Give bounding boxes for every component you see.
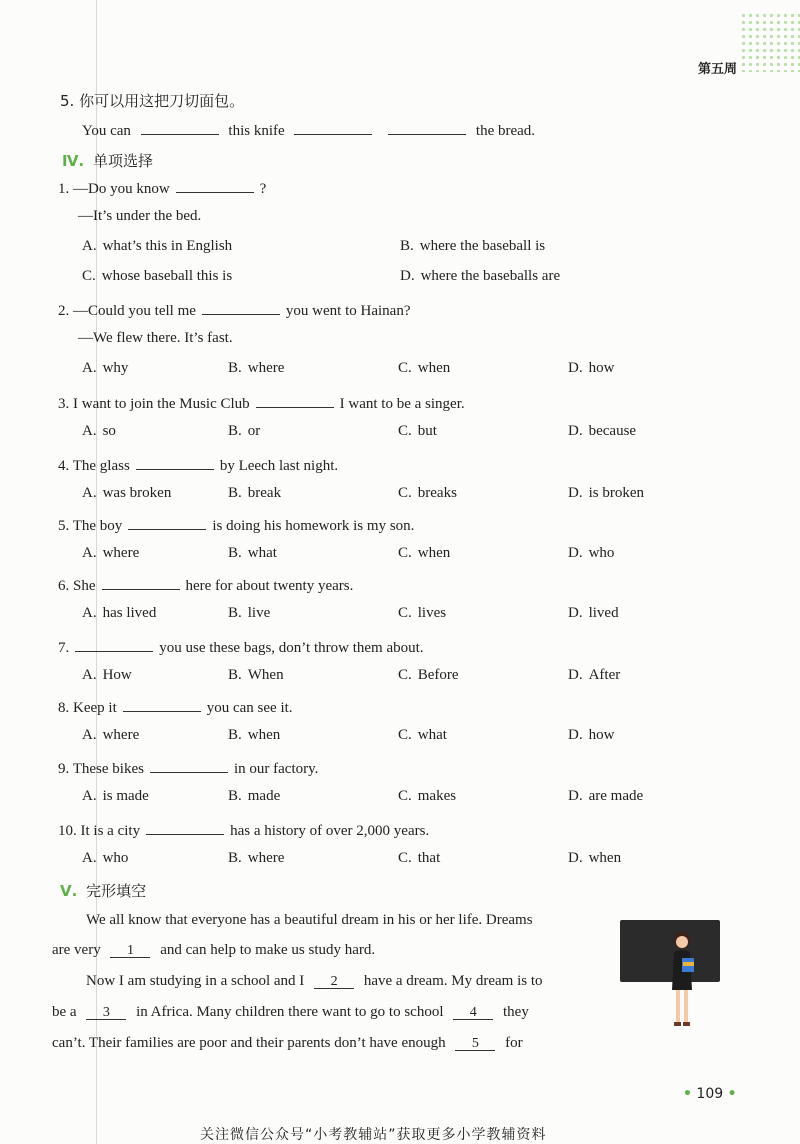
cloze-line: We all know that everyone has a beautiful dream in his or her life. Dreams — [86, 912, 533, 928]
text-segment: in our factory. — [233, 761, 319, 777]
text-segment: Now I am studying in a school and I — [86, 973, 305, 989]
text-segment: by Leech last night. — [219, 458, 339, 474]
text-segment: are very — [52, 942, 101, 958]
option-d[interactable] — [568, 545, 614, 562]
option-c[interactable] — [398, 727, 447, 744]
text-segment: 3. I want to join the Music Club — [58, 396, 250, 412]
option-d[interactable] — [568, 667, 620, 684]
option-letter: C. — [398, 788, 412, 804]
option-letter: B. — [228, 485, 242, 501]
option-d[interactable] — [400, 268, 560, 285]
option-text: what — [417, 727, 447, 743]
option-letter: A. — [82, 605, 97, 621]
option-letter: C. — [398, 360, 412, 376]
option-b[interactable] — [228, 605, 270, 622]
text-segment: for — [505, 1035, 523, 1051]
question-reply: —It’s under the bed. — [78, 208, 202, 224]
option-a[interactable] — [82, 238, 232, 255]
option-text: whose baseball this is — [101, 268, 233, 284]
text-segment: be a — [52, 1004, 77, 1020]
option-letter: C. — [398, 605, 412, 621]
answer-blank — [150, 758, 228, 773]
option-letter: D. — [568, 485, 583, 501]
option-c[interactable] — [398, 788, 456, 805]
text-segment: 6. She — [58, 578, 96, 594]
text-segment: in Africa. Many children there want to go to school — [136, 1004, 444, 1020]
option-text: where — [247, 360, 285, 376]
option-text: why — [102, 360, 129, 376]
cloze-blank: 4 — [453, 1005, 493, 1020]
cloze-blank: 2 — [314, 974, 354, 989]
option-text: lived — [588, 605, 619, 621]
option-letter: B. — [400, 238, 414, 254]
option-c[interactable] — [398, 485, 457, 502]
question-stem — [58, 637, 424, 657]
option-d[interactable] — [568, 360, 614, 377]
option-c[interactable] — [82, 268, 232, 285]
question-stem — [58, 455, 338, 475]
option-letter: B. — [228, 850, 242, 866]
answer-blank — [128, 515, 206, 530]
page-number-block — [683, 1086, 737, 1102]
bullet: • — [683, 1086, 692, 1102]
option-text: when — [417, 545, 451, 561]
section-heading-4 — [62, 150, 153, 171]
option-b[interactable] — [228, 545, 277, 562]
option-b[interactable] — [228, 485, 281, 502]
option-letter: A. — [82, 485, 97, 501]
option-d[interactable] — [568, 485, 644, 502]
option-letter: C. — [398, 545, 412, 561]
option-text: makes — [417, 788, 457, 804]
option-text: breaks — [417, 485, 457, 501]
option-c[interactable] — [398, 360, 450, 377]
option-letter: B. — [228, 545, 242, 561]
option-text: but — [417, 423, 437, 439]
text-segment: they — [503, 1004, 529, 1020]
text-segment: 8. Keep it — [58, 700, 117, 716]
option-letter: C. — [398, 667, 412, 683]
answer-blank — [388, 120, 466, 135]
option-letter: D. — [568, 360, 583, 376]
option-text: break — [247, 485, 282, 501]
section-heading-5 — [60, 880, 146, 901]
text-segment: you use these bags, don’t throw them about. — [159, 640, 424, 656]
answer-blank — [256, 393, 334, 408]
option-text: where — [102, 545, 140, 561]
footer-note: 关注微信公众号“小考教辅站”获取更多小学教辅资料 — [200, 1127, 547, 1143]
option-text: that — [417, 850, 441, 866]
option-b[interactable] — [228, 788, 280, 805]
section-title: 完形填空 — [86, 882, 147, 900]
option-letter: D. — [568, 727, 583, 743]
option-c[interactable] — [398, 545, 450, 562]
answer-blank — [102, 575, 180, 590]
option-letter: A. — [82, 360, 97, 376]
text-segment: is doing his homework is my son. — [212, 518, 415, 534]
option-text: how — [588, 727, 615, 743]
option-text: because — [588, 423, 637, 439]
cloze-blank: 5 — [455, 1036, 495, 1051]
option-letter: A. — [82, 850, 97, 866]
option-text: is made — [102, 788, 149, 804]
option-text: is broken — [588, 485, 645, 501]
option-a[interactable] — [82, 727, 139, 744]
option-letter: B. — [228, 423, 242, 439]
option-text: how — [588, 360, 615, 376]
week-label: 第五周 — [698, 62, 738, 77]
option-letter: B. — [228, 360, 242, 376]
option-letter: D. — [568, 788, 583, 804]
text-segment: you went to Hainan? — [285, 303, 411, 319]
option-text: who — [102, 850, 129, 866]
option-letter: A. — [82, 788, 97, 804]
text-segment: and can help to make us study hard. — [160, 942, 376, 958]
option-text: How — [102, 667, 132, 683]
option-a[interactable] — [82, 788, 149, 805]
option-text: where the baseballs are — [420, 268, 561, 284]
option-text: when — [588, 850, 622, 866]
option-a[interactable] — [82, 423, 116, 440]
translation-sentence — [82, 120, 535, 140]
option-c[interactable] — [398, 605, 446, 622]
option-b[interactable] — [228, 850, 284, 867]
option-letter: D. — [400, 268, 415, 284]
option-b[interactable] — [228, 727, 280, 744]
answer-blank — [141, 120, 219, 135]
question-stem — [58, 575, 353, 595]
cloze-blank: 3 — [86, 1005, 126, 1020]
option-letter: A. — [82, 238, 97, 254]
option-letter: C. — [82, 268, 96, 284]
section-number: Ⅴ. — [60, 882, 78, 900]
option-c[interactable] — [398, 850, 440, 867]
answer-blank — [146, 820, 224, 835]
question-stem — [58, 300, 410, 320]
option-letter: B. — [228, 605, 242, 621]
option-d[interactable] — [568, 605, 619, 622]
text-segment: 4. The glass — [58, 458, 130, 474]
text-segment: 10. It is a city — [58, 823, 141, 839]
option-d[interactable] — [568, 788, 643, 805]
option-b[interactable] — [228, 423, 260, 440]
option-letter: B. — [228, 667, 242, 683]
text-segment: 2. —Could you tell me — [58, 303, 196, 319]
option-text: lives — [417, 605, 447, 621]
translation-prompt: 5. 你可以用这把刀切面包。 — [60, 92, 245, 110]
text-segment: 9. These bikes — [58, 761, 144, 777]
option-text: made — [247, 788, 281, 804]
option-text: when — [417, 360, 451, 376]
option-text: When — [247, 667, 284, 683]
option-text: where the baseball is — [419, 238, 546, 254]
bullet: • — [727, 1086, 737, 1102]
option-b[interactable] — [228, 360, 284, 377]
text-segment: can’t. Their families are poor and their parents don’t have enough — [52, 1035, 446, 1051]
answer-blank — [136, 455, 214, 470]
teacher-illustration — [660, 928, 704, 1032]
text-segment: You can — [82, 123, 131, 139]
option-c[interactable] — [398, 423, 437, 440]
option-letter: D. — [568, 605, 583, 621]
answer-blank — [75, 637, 153, 652]
option-text: where — [247, 850, 285, 866]
text-segment: have a dream. My dream is to — [363, 973, 543, 989]
question-stem — [58, 393, 465, 413]
cloze-blank: 1 — [110, 943, 150, 958]
option-letter: A. — [82, 545, 97, 561]
text-segment: 1. —Do you know — [58, 181, 170, 197]
decorative-dot-pattern — [740, 12, 800, 72]
question-stem — [58, 515, 414, 535]
answer-blank — [123, 697, 201, 712]
option-a[interactable] — [82, 667, 132, 684]
text-segment: 7. — [58, 640, 70, 656]
cloze-line — [52, 1035, 523, 1052]
text-segment: ? — [259, 181, 267, 197]
option-letter: A. — [82, 727, 97, 743]
option-a[interactable] — [82, 485, 171, 502]
question-stem — [58, 178, 266, 198]
option-d[interactable] — [568, 727, 614, 744]
option-text: what — [247, 545, 277, 561]
option-text: so — [102, 423, 116, 439]
section-number: Ⅳ. — [62, 152, 85, 170]
option-letter: C. — [398, 850, 412, 866]
option-text: Before — [417, 667, 459, 683]
option-text: what’s this in English — [102, 238, 233, 254]
option-letter: C. — [398, 727, 412, 743]
option-text: has lived — [102, 605, 157, 621]
option-text: are made — [588, 788, 644, 804]
option-letter: D. — [568, 423, 583, 439]
question-reply: —We flew there. It’s fast. — [78, 330, 233, 346]
option-letter: A. — [82, 667, 97, 683]
text-segment: the bread. — [475, 123, 536, 139]
option-b[interactable] — [228, 667, 284, 684]
answer-blank — [202, 300, 280, 315]
option-text: live — [247, 605, 271, 621]
answer-blank — [176, 178, 254, 193]
question-stem — [58, 697, 293, 717]
cloze-line — [86, 973, 543, 990]
question-stem — [58, 820, 429, 840]
option-text: who — [588, 545, 615, 561]
option-c[interactable] — [398, 667, 459, 684]
option-text: After — [588, 667, 621, 683]
option-letter: D. — [568, 545, 583, 561]
option-text: where — [102, 727, 140, 743]
option-a[interactable] — [82, 545, 139, 562]
option-letter: A. — [82, 423, 97, 439]
option-b[interactable] — [400, 238, 545, 255]
section-title: 单项选择 — [92, 152, 153, 170]
option-text: when — [247, 727, 281, 743]
text-segment: I want to be a singer. — [339, 396, 465, 412]
text-segment: 5. The boy — [58, 518, 123, 534]
cloze-line — [52, 1004, 529, 1021]
option-letter: B. — [228, 788, 242, 804]
option-a[interactable] — [82, 605, 156, 622]
option-letter: C. — [398, 423, 412, 439]
option-text: or — [247, 423, 261, 439]
option-letter: C. — [398, 485, 412, 501]
option-a[interactable] — [82, 360, 128, 377]
option-d[interactable] — [568, 850, 621, 867]
option-a[interactable] — [82, 850, 128, 867]
answer-blank — [294, 120, 372, 135]
option-letter: D. — [568, 667, 583, 683]
page-number: 109 — [696, 1086, 724, 1102]
text-segment: here for about twenty years. — [185, 578, 354, 594]
option-text: was broken — [102, 485, 172, 501]
text-segment: you can see it. — [206, 700, 293, 716]
option-letter: D. — [568, 850, 583, 866]
question-stem — [58, 758, 318, 778]
option-letter: B. — [228, 727, 242, 743]
text-segment: this knife — [228, 123, 285, 139]
cloze-line — [52, 942, 375, 959]
text-segment: has a history of over 2,000 years. — [230, 823, 430, 839]
option-d[interactable] — [568, 423, 636, 440]
